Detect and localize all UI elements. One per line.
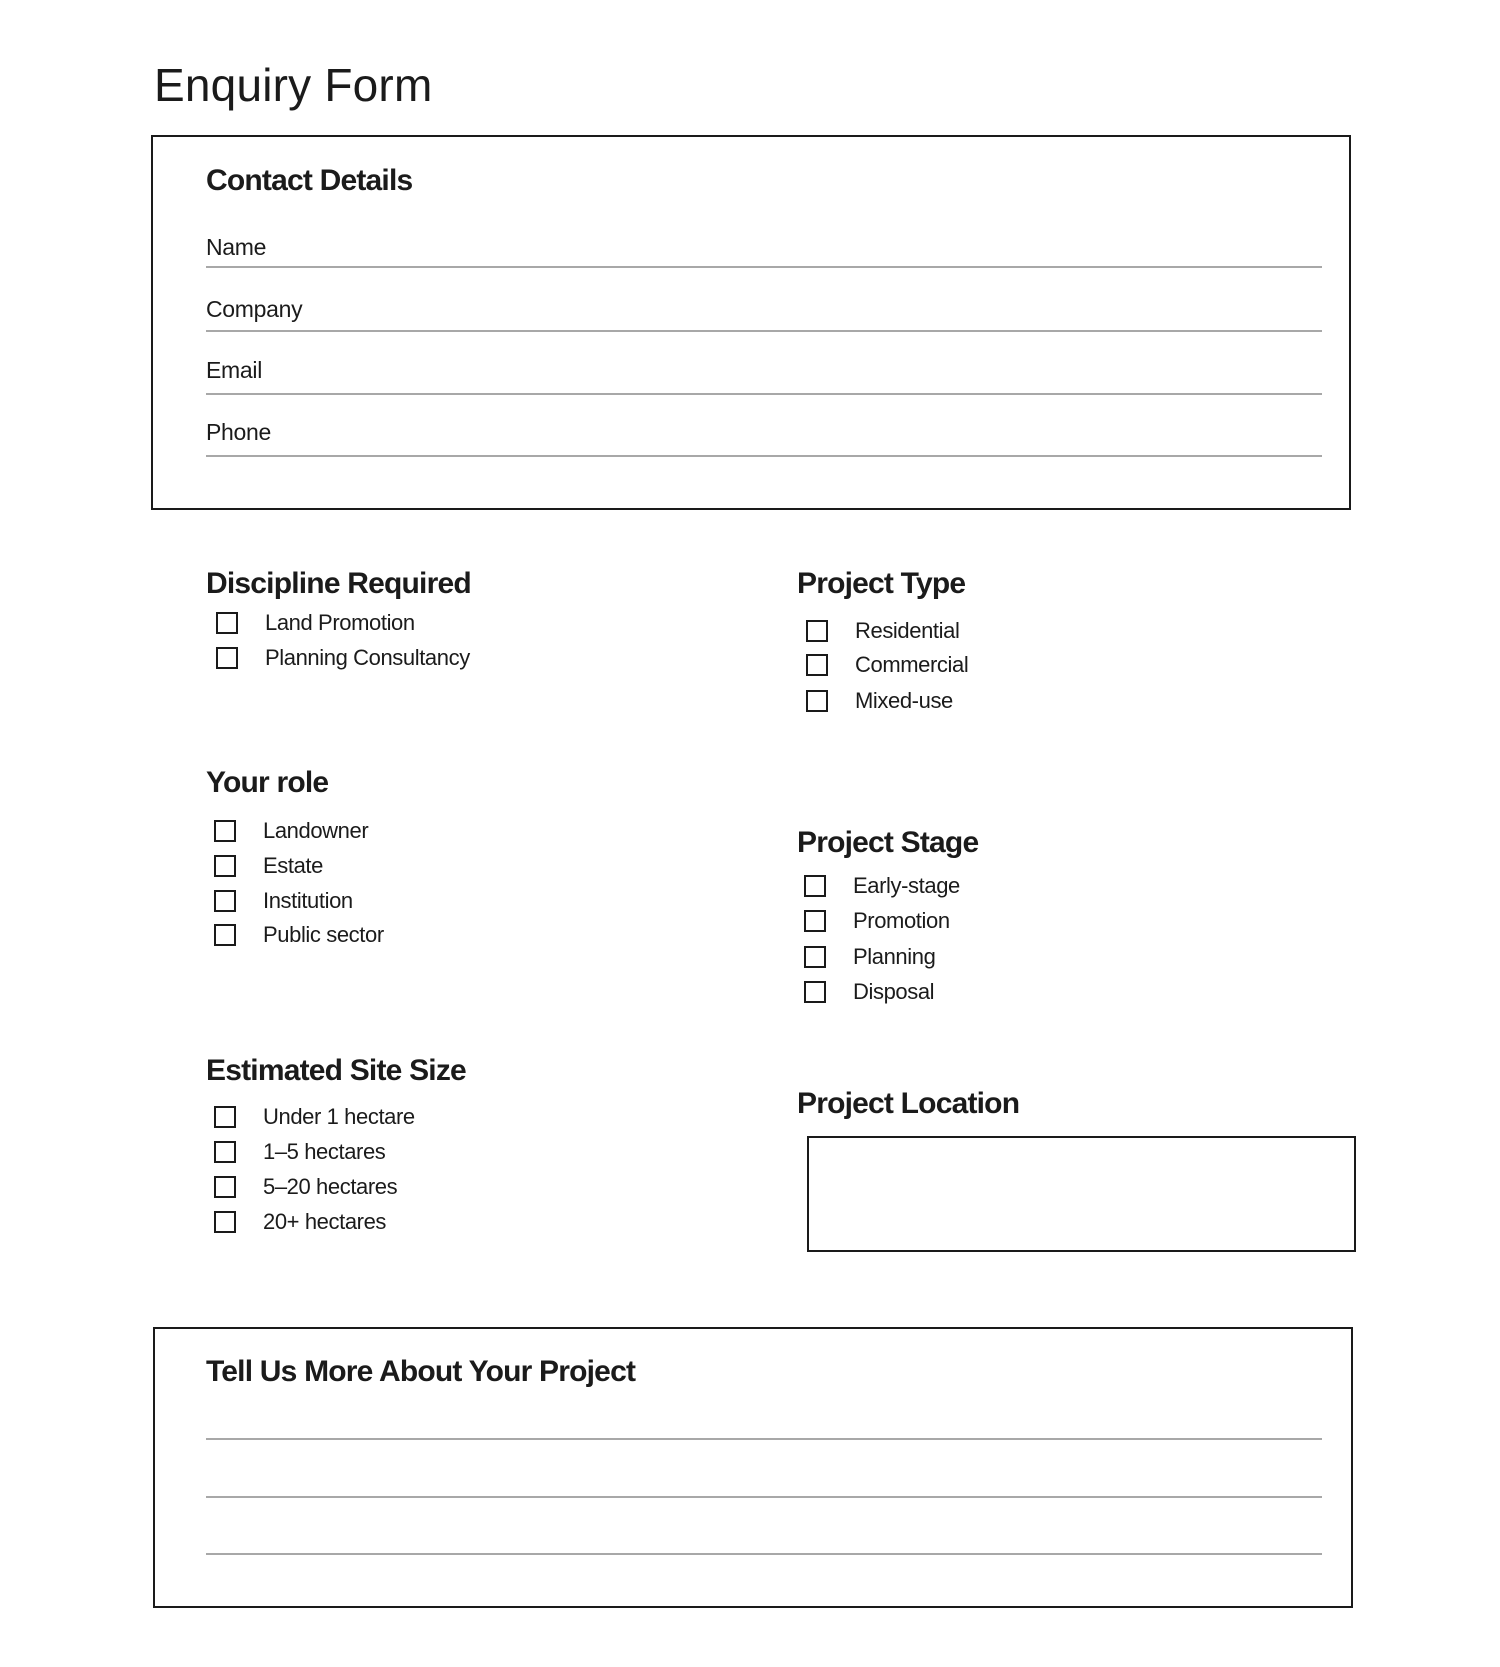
checkbox-label: Commercial — [855, 652, 969, 677]
checkbox-commercial[interactable] — [806, 650, 968, 680]
checkbox[interactable] — [214, 924, 236, 946]
checkbox-label: 20+ hectares — [263, 1209, 387, 1234]
checkbox-label: Public sector — [263, 922, 384, 947]
checkbox-label: Planning — [853, 944, 936, 969]
project-details-line-3[interactable] — [206, 1553, 1322, 1555]
checkbox-label: Promotion — [853, 908, 950, 933]
checkbox-label: Institution — [263, 888, 353, 913]
contact-details-heading: Contact Details — [206, 164, 413, 197]
checkbox[interactable] — [214, 820, 236, 842]
checkbox-label: Estate — [263, 853, 323, 878]
checkbox-label: Landowner — [263, 818, 369, 843]
checkbox-institution[interactable] — [214, 886, 353, 916]
checkbox[interactable] — [214, 1176, 236, 1198]
checkbox[interactable] — [804, 981, 826, 1003]
project-details-line-2[interactable] — [206, 1496, 1322, 1498]
project-stage-heading: Project Stage — [797, 826, 979, 859]
your-role-heading: Your role — [206, 766, 329, 799]
project-location-heading: Project Location — [797, 1087, 1020, 1120]
checkbox[interactable] — [214, 1141, 236, 1163]
phone-field[interactable] — [206, 455, 1322, 457]
checkbox-land-promotion[interactable] — [216, 608, 415, 638]
checkbox[interactable] — [806, 654, 828, 676]
project-location-input[interactable] — [807, 1136, 1356, 1252]
checkbox[interactable] — [214, 1211, 236, 1233]
checkbox-label: Residential — [855, 618, 960, 643]
email-label: Email — [206, 357, 263, 383]
checkbox[interactable] — [804, 910, 826, 932]
checkbox[interactable] — [804, 946, 826, 968]
checkbox-planning[interactable] — [804, 942, 935, 972]
checkbox-under-1-hectare[interactable] — [214, 1102, 415, 1132]
checkbox-estate[interactable] — [214, 851, 323, 881]
checkbox-disposal[interactable] — [804, 977, 934, 1007]
name-field[interactable] — [206, 266, 1322, 268]
discipline-heading: Discipline Required — [206, 567, 471, 600]
tell-us-more-heading: Tell Us More About Your Project — [206, 1355, 636, 1388]
checkbox-label: Disposal — [853, 979, 935, 1004]
name-label: Name — [206, 234, 267, 260]
phone-label: Phone — [206, 419, 272, 445]
checkbox-label: Under 1 hectare — [263, 1104, 415, 1129]
company-label: Company — [206, 296, 303, 322]
checkbox-early-stage[interactable] — [804, 871, 960, 901]
checkbox-20-plus-hectares[interactable] — [214, 1207, 386, 1237]
checkbox-1-5-hectares[interactable] — [214, 1137, 385, 1167]
checkbox[interactable] — [804, 875, 826, 897]
company-field[interactable] — [206, 330, 1322, 332]
checkbox[interactable] — [214, 855, 236, 877]
checkbox[interactable] — [806, 690, 828, 712]
checkbox-residential[interactable] — [806, 616, 959, 646]
email-field[interactable] — [206, 393, 1322, 395]
checkbox-promotion[interactable] — [804, 906, 950, 936]
checkbox[interactable] — [806, 620, 828, 642]
checkbox-label: 1–5 hectares — [263, 1139, 386, 1164]
checkbox-label: 5–20 hectares — [263, 1174, 398, 1199]
project-details-line-1[interactable] — [206, 1438, 1322, 1440]
checkbox-label: Land Promotion — [265, 610, 415, 635]
checkbox-landowner[interactable] — [214, 816, 368, 846]
checkbox-planning-consultancy[interactable] — [216, 643, 470, 673]
checkbox[interactable] — [216, 612, 238, 634]
checkbox[interactable] — [214, 1106, 236, 1128]
checkbox-label: Early-stage — [853, 873, 960, 898]
checkbox-5-20-hectares[interactable] — [214, 1172, 397, 1202]
project-type-heading: Project Type — [797, 567, 966, 600]
site-size-heading: Estimated Site Size — [206, 1054, 466, 1087]
checkbox-label: Mixed-use — [855, 688, 953, 713]
page-title: Enquiry Form — [154, 59, 433, 111]
checkbox-public-sector[interactable] — [214, 920, 384, 950]
checkbox-label: Planning Consultancy — [265, 645, 470, 670]
checkbox-mixed-use[interactable] — [806, 686, 953, 716]
checkbox[interactable] — [214, 890, 236, 912]
checkbox[interactable] — [216, 647, 238, 669]
